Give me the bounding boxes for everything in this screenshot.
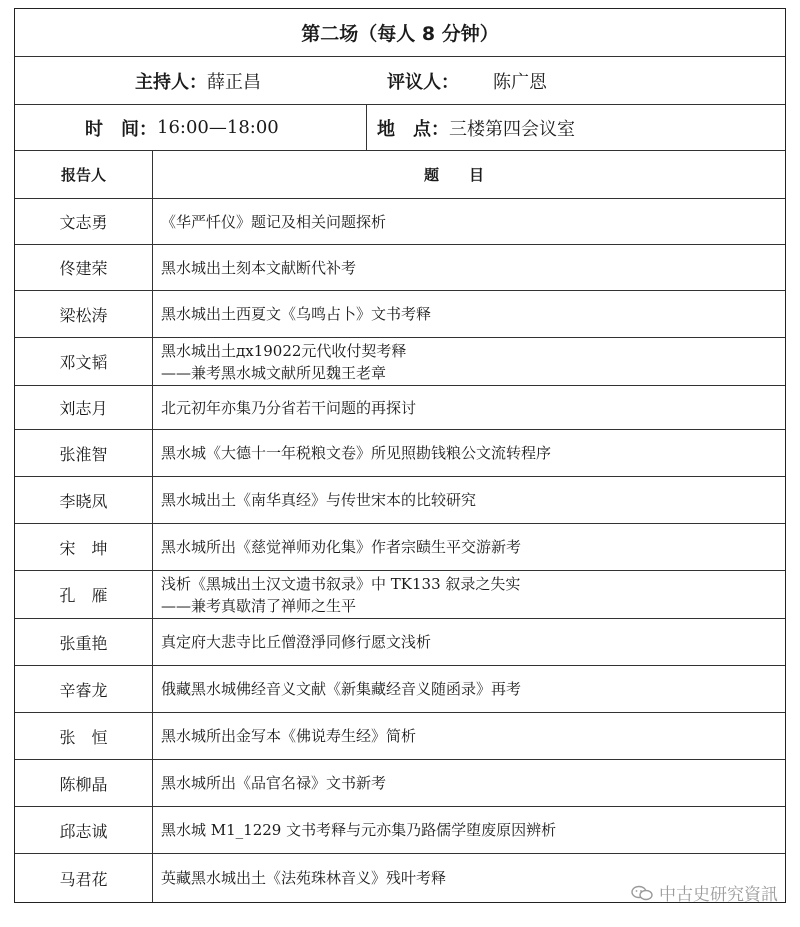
place-cell (367, 105, 785, 150)
place-value: 三楼第四会议室 (449, 118, 575, 140)
reviewer-name: 陈广恩 (493, 71, 547, 93)
topic-cell (153, 430, 785, 476)
time-label: 时 间： (85, 118, 157, 140)
topic-cell (153, 477, 785, 523)
topic-title: 《华严忏仪》题记及相关问题探析 (161, 212, 387, 231)
header-row (15, 151, 785, 199)
topic-cell (153, 386, 785, 429)
table-row (15, 760, 785, 807)
reporter-name: 邱志诚 (15, 807, 153, 853)
topic-cell (153, 338, 785, 385)
topic-cell (153, 245, 785, 290)
topic-cell (153, 760, 785, 806)
reporter-name: 陈柳晶 (15, 760, 153, 806)
topic-subtitle: ——兼考真歇清了禅师之生平 (161, 596, 357, 615)
place-label: 地 点： (377, 118, 449, 140)
topic-cell (153, 571, 785, 618)
reporter-name: 李晓凤 (15, 477, 153, 523)
topic-title: 黑水城所出金写本《佛说寿生经》简析 (161, 727, 417, 745)
topic-title: 黑水城 M1_1229 文书考释与元亦集乃路儒学堕废原因辨析 (161, 821, 557, 839)
table-row (15, 199, 785, 245)
schedule-table (14, 8, 786, 903)
time-value: 16:00—18:00 (157, 117, 279, 138)
table-row (15, 571, 785, 619)
table-row (15, 477, 785, 524)
topic-cell (153, 666, 785, 712)
topic-title: 英藏黑水城出土《法苑珠林音义》残叶考释 (161, 869, 447, 887)
topic-title: 俄藏黑水城佛经音义文献《新集藏经音义随函录》再考 (161, 680, 522, 698)
reviewer-cell (387, 57, 785, 104)
table-row (15, 338, 785, 386)
topic-title: 黑水城所出《慈觉禅师劝化集》作者宗赜生平交游新考 (161, 538, 522, 556)
topic-title: 浅析《黑城出土汉文遗书叙录》中 TK133 叙录之失实 (161, 574, 521, 593)
topic-cell (153, 291, 785, 337)
reporter-name: 张重艳 (15, 619, 153, 665)
host-label: 主持人： (135, 71, 207, 93)
reporter-name: 梁松涛 (15, 291, 153, 337)
topic-title: 真定府大悲寺比丘僧澄淨同修行愿文浅析 (161, 633, 432, 651)
table-row (15, 807, 785, 854)
topic-cell (153, 524, 785, 570)
wechat-icon (631, 885, 653, 901)
host-cell (15, 57, 387, 104)
session-title: 第二场（每人 8 分钟） (301, 23, 499, 45)
host-row (15, 57, 785, 105)
watermark (631, 880, 778, 905)
reporter-name: 宋 坤 (15, 524, 153, 570)
col-reporter-header: 报告人 (15, 151, 153, 198)
reporter-name: 张淮智 (15, 430, 153, 476)
reporter-name: 刘志月 (15, 386, 153, 429)
time-cell (15, 105, 367, 150)
watermark-text: 中古史研究資訊 (659, 885, 778, 905)
topic-title: 黑水城出土《南华真经》与传世宋本的比较研究 (161, 491, 477, 509)
table-row (15, 245, 785, 291)
topic-cell (153, 713, 785, 759)
table-row (15, 713, 785, 760)
topic-cell (153, 199, 785, 244)
topic-subtitle: ——兼考黑水城文献所见魏王老章 (161, 363, 387, 382)
table-row (15, 666, 785, 713)
table-row (15, 524, 785, 571)
session-title-row (15, 9, 785, 57)
table-row (15, 291, 785, 338)
topic-title: 黑水城所出《品官名禄》文书新考 (161, 774, 387, 792)
topic-title: 黑水城《大德十一年税粮文卷》所见照勘钱粮公文流转程序 (161, 444, 552, 462)
table-row (15, 619, 785, 666)
reporter-name: 孔 雁 (15, 571, 153, 618)
col-topic-header: 题目 (423, 166, 514, 184)
topic-cell (153, 619, 785, 665)
reporter-name: 张 恒 (15, 713, 153, 759)
reporter-name: 马君花 (15, 854, 153, 902)
time-place-row (15, 105, 785, 151)
reporter-name: 文志勇 (15, 199, 153, 244)
topic-title: 黑水城出土西夏文《乌鸣占卜》文书考释 (161, 305, 432, 323)
reviewer-label: 评议人： (387, 71, 459, 93)
table-row (15, 430, 785, 477)
host-name: 薛正昌 (207, 71, 261, 93)
topic-title: 黑水城出土刻本文献断代补考 (161, 258, 357, 277)
reporter-name: 佟建荣 (15, 245, 153, 290)
table-row (15, 386, 785, 430)
topic-title: 北元初年亦集乃分省若干问题的再探讨 (161, 398, 417, 417)
table-body (15, 199, 785, 902)
topic-title: 黑水城出土дх19022元代收付契考释 (161, 341, 407, 360)
reporter-name: 辛睿龙 (15, 666, 153, 712)
topic-cell (153, 807, 785, 853)
reporter-name: 邓文韬 (15, 338, 153, 385)
